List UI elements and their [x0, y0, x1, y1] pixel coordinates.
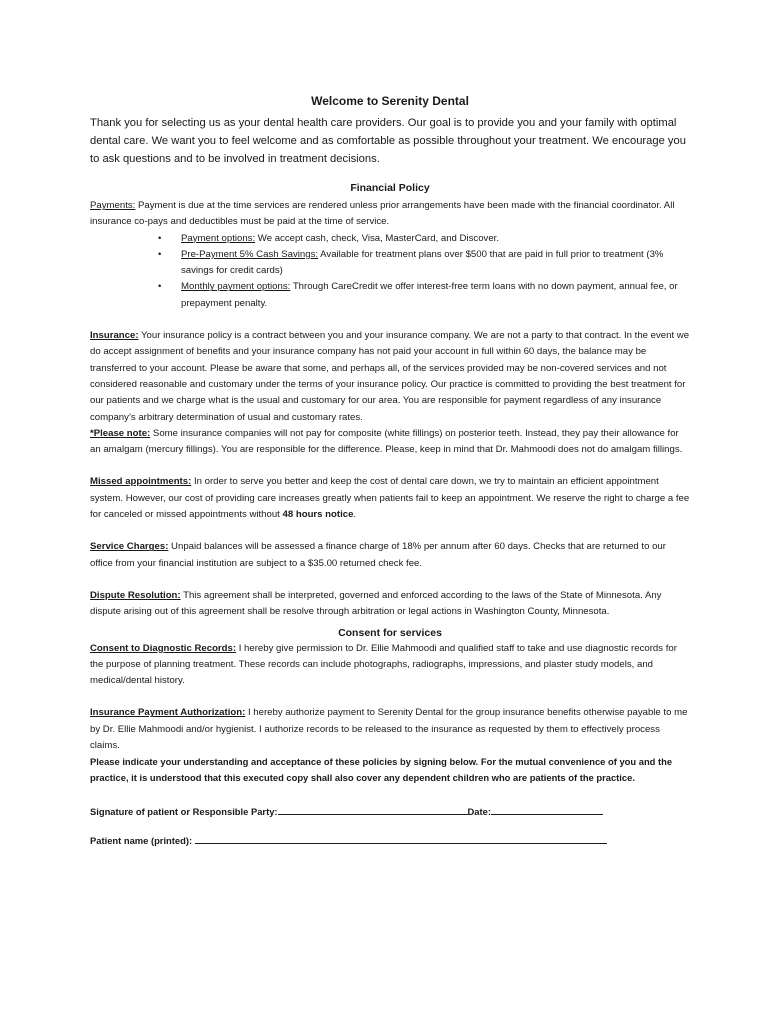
payments-label: Payments: [90, 200, 136, 211]
payment-authorization-paragraph [90, 705, 690, 754]
bullet-text: Through CareCredit we offer interest-free term loans with no down payment, annual fee, or prepayment penalty. [181, 281, 678, 309]
missed-appointments-paragraph [90, 474, 690, 523]
missed-text: In order to serve you better and keep the cost of dental care down, we try to maintain an efficient appointment system. However, our cost of providing care increases greatly when patients fail to keep an appointment. We reserve the right to charge a fee for canceled or missed appointments without [90, 476, 690, 521]
signature-label: Signature of patient or Responsible Party: [90, 806, 278, 818]
bullet-text: We accept cash, check, Visa, MasterCard, and Discover. [255, 232, 499, 244]
bullet-label: Payment options: [181, 232, 256, 244]
policy-document [90, 94, 690, 846]
insurance-label: Insurance: [90, 330, 139, 342]
list-item [90, 279, 690, 312]
consent-heading: Consent for services [338, 626, 442, 639]
bullet-icon: • [158, 232, 162, 244]
dispute-label: Dispute Resolution: [90, 589, 181, 601]
service-charges-paragraph [90, 539, 690, 572]
note-text: Some insurance companies will not pay for composite (white fillings) on posterior teeth. Instead, they pay their allowance for an amalgam (mercury fillings). You are responsible for the difference. Please, keep in mind that Dr. Mahmoodi does not do amalgam fillings. [90, 427, 683, 456]
payments-text: Payment is due at the time services are rendered unless prior arrangements have been made with the financial coordinator. All insurance co-pays and deductibles must be paid at the time of service. [90, 200, 675, 228]
diagnostic-records-paragraph [90, 641, 690, 690]
bullet-icon: • [158, 248, 162, 260]
bullet-text: Available for treatment plans over $500 that are paid in full prior to treatment (3% savings for credit cards) [181, 248, 664, 277]
bullet-icon: • [158, 281, 162, 293]
authorization-label: Insurance Payment Authorization: [90, 707, 246, 719]
payments-paragraph [90, 198, 690, 231]
list-item [90, 231, 690, 247]
payment-options-list [90, 231, 690, 312]
date-label: Date: [467, 806, 491, 818]
patient-name-label: Patient name (printed): [90, 835, 195, 847]
authorization-text: I hereby authorize payment to Serenity Dental for the group insurance benefits otherwise payable to me by Dr. Ellie Mahmoodi and/or hygienist. I authorize records to be released to the insurance as requested by them to effectively process claims. [90, 707, 688, 752]
notice-period: 48 hours notice [282, 509, 354, 521]
signature-line [90, 804, 690, 817]
document-title: Welcome to Serenity Dental [311, 94, 469, 108]
patient-name-field[interactable] [195, 833, 607, 844]
patient-name-line [90, 833, 690, 846]
financial-policy-heading: Financial Policy [350, 182, 430, 194]
insurance-paragraph [90, 328, 690, 458]
signature-field[interactable] [278, 804, 468, 815]
dispute-resolution-paragraph [90, 588, 690, 621]
dispute-text: This agreement shall be interpreted, governed and enforced according to the laws of the State of Minnesota. Any dispute arising out of this agreement shall be resolve through arbitration or legal actions in Washington County, Minnesota. [90, 589, 662, 618]
service-label: Service Charges: [90, 541, 169, 553]
diagnostic-label: Consent to Diagnostic Records: [90, 642, 237, 654]
note-label: *Please note: [90, 427, 151, 439]
bullet-label: Monthly payment options: [181, 281, 291, 293]
list-item [90, 247, 690, 280]
diagnostic-text: I hereby give permission to Dr. Ellie Mahmoodi and qualified staff to take and use diagnostic records for the purpose of planning treatment. These records can include photographs, radiographs, impressions, and plaster study models, and medical/dental history. [90, 642, 677, 687]
missed-label: Missed appointments: [90, 476, 192, 488]
service-text: Unpaid balances will be assessed a finance charge of 18% per annum after 60 days. Checks that are returned to our office from your financial institution are subject to a $35.00 returned check fee. [90, 541, 666, 569]
acknowledgement-paragraph: Please indicate your understanding and acceptance of these policies by signing below. For the mutual convenience of you and the practice, it is understood that this executed copy shall also cover any dependent children who are patients of the practice. [90, 756, 673, 784]
date-field[interactable] [491, 804, 603, 815]
missed-end: . [353, 509, 357, 521]
insurance-text: Your insurance policy is a contract between you and your insurance company. We are not a party to that contract. In the event we do accept assignment of benefits and your insurance company has not paid your account in full within 60 days, the balance may be transferred to your account. Please be aware that some, and perhaps all, of the services provided may be non-covered services and not considered reasonable and customary under the terms of your insurance policy. Our practice is committed to providing the best treatment for our patients and we charge what is the usual and customary for our area. You are responsible for payment regardless of any insurance company’s arbitrary determination of usual and customary rates. [90, 330, 690, 423]
bullet-label: Pre-Payment 5% Cash Savings: [181, 248, 319, 260]
intro-paragraph: Thank you for selecting us as your dental health care providers. Our goal is to provide you and your family with optimal dental care. We want you to feel welcome and as comfortable as possible throughout your treatment. We encourage you to ask questions and to be involved in treatment decisions. [90, 117, 686, 165]
